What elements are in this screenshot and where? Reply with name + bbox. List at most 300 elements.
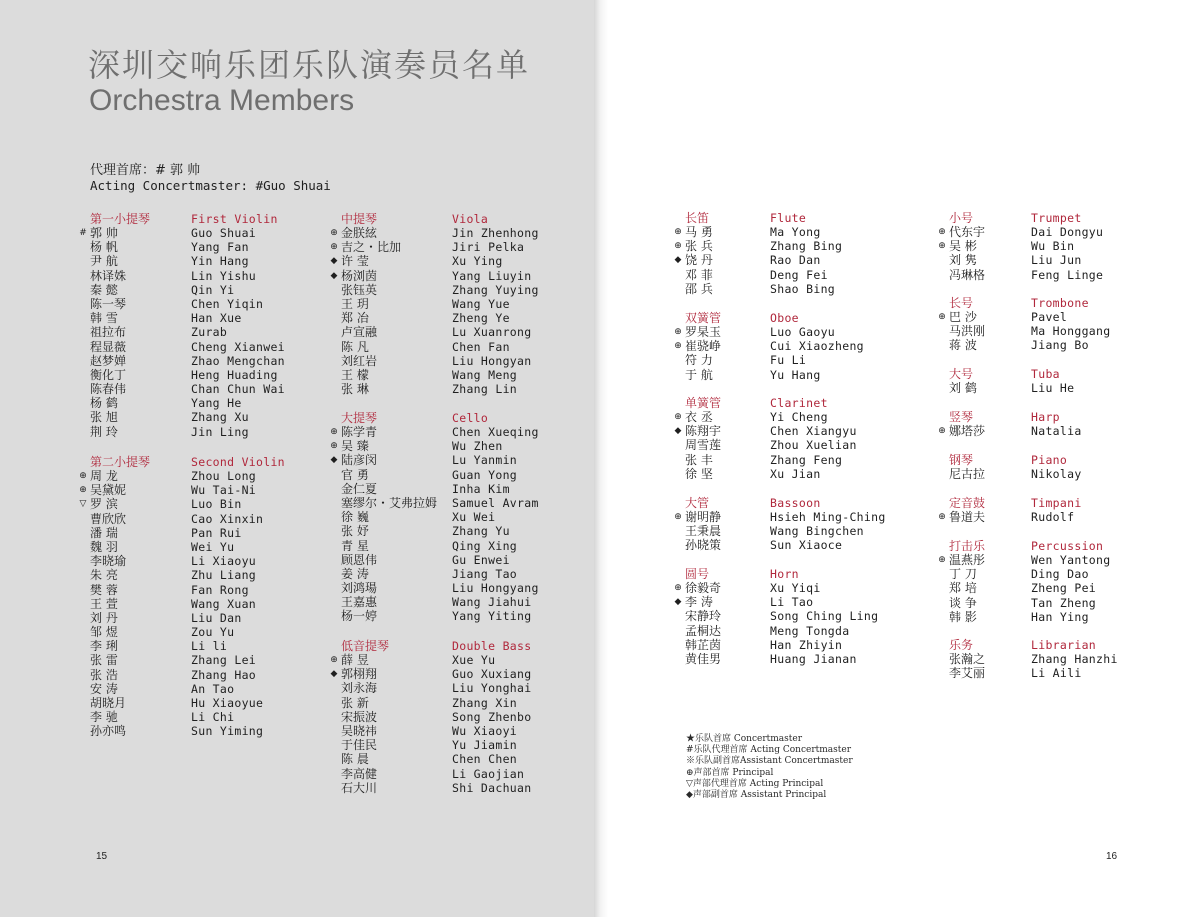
member-name-en: Wang Jiahui [452,595,532,610]
member-name-cn: 罗 滨 [90,497,118,512]
section-heading-cn: 定音鼓 [949,496,986,510]
member-name-en: Li Gaojian [452,766,525,781]
member-name-cn: 朱 亮 [90,568,118,583]
member-name-cn: 陈一琴 [90,296,127,311]
role-mark: ⊕ [938,241,946,252]
member-name-cn: 孙晓策 [685,538,722,553]
section-heading-en: Trumpet [1031,211,1082,225]
member-name-cn: 周 龙 [90,469,118,483]
member-name-en: Zhang Xu [191,410,249,425]
member-name-en: Feng Linge [1031,267,1104,282]
member-name-en: Wei Yu [191,539,235,554]
section-heading-en: Double Bass [452,639,532,653]
member-name-cn: 石大川 [341,780,378,795]
member-name-cn: 于佳民 [341,738,378,753]
member-name-en: Xu Yiqi [770,581,821,595]
member-name-cn: 刘永海 [341,681,378,696]
member-name-cn: 杨一婷 [341,609,378,624]
member-name-en: Lu Yanmin [452,453,518,468]
member-name-en: Zhou Long [191,469,257,483]
member-name-en: Li Tao [770,595,814,610]
section-heading-cn: 双簧管 [685,311,722,325]
member-name-cn: 祖拉布 [90,325,127,340]
member-name-en: Han Xue [191,311,242,326]
member-name-en: Tan Zheng [1031,595,1097,610]
member-name-cn: 陆彦闵 [341,453,378,468]
member-name-cn: 谢明静 [685,510,722,524]
member-name-cn: 孙亦鸣 [90,724,127,739]
book-spine [594,0,608,917]
role-mark: ⊕ [79,471,87,481]
member-name-en: Zhang Hanzhi [1031,652,1118,666]
member-name-cn: 安 涛 [90,681,118,696]
member-name-cn: 李晓瑜 [90,554,127,569]
role-mark: ⊕ [330,228,338,238]
member-name-en: Qing Xing [452,538,518,553]
role-mark: ⊕ [674,341,682,352]
section-heading-cn: 圆号 [685,567,710,581]
member-name-en: Lu Xuanrong [452,325,532,340]
member-name-en: Wang Yue [452,296,510,311]
member-name-en: Liu He [1031,381,1075,395]
role-mark: ⊕ [938,512,946,522]
member-name-cn: 刘 鹤 [949,381,977,395]
member-name-cn: 徐 坚 [685,466,713,481]
member-name-cn: 马 勇 [685,225,713,239]
member-name-en: Guo Xuxiang [452,667,532,682]
member-name-cn: 娜塔莎 [949,424,986,438]
member-name-en: Fu Li [770,353,807,368]
section-heading-cn: 大管 [685,496,710,510]
role-mark: ⊕ [674,512,682,522]
member-name-cn: 姜 涛 [341,566,369,581]
member-name-cn: 宋静玲 [685,609,722,624]
member-name-en: Shi Dachuan [452,780,532,795]
section-heading-en: Cello [452,411,489,425]
member-name-en: Wang Meng [452,367,518,382]
member-name-en: Yang Fan [191,240,249,255]
member-name-cn: 樊 蓉 [90,582,118,597]
legend-item: ★乐队首席 Concertmaster [686,734,803,744]
member-name-en: Yang Liuyin [452,268,532,283]
member-name-en: Yang Yiting [452,609,532,624]
member-name-en: Xu Wei [452,510,496,525]
member-name-cn: 张 新 [341,695,369,710]
member-name-cn: 薛 昱 [341,653,369,667]
member-name-cn: 李 涛 [685,595,713,610]
legend-item: ▽声部代理首席 Acting Principal [686,778,824,789]
member-name-cn: 陈 晨 [341,752,369,767]
member-name-en: Samuel Avram [452,495,539,510]
member-name-cn: 丁 刀 [949,567,977,582]
member-name-cn: 鲁道夫 [949,510,986,524]
page-title-cn: 深圳交响乐团乐队演奏员名单 [88,46,531,84]
section-heading-en: Harp [1031,410,1060,424]
role-mark: ⊕ [330,427,338,437]
member-name-cn: 秦 懿 [90,282,118,297]
member-name-cn: 衣 丞 [685,410,713,424]
member-name-en: Jiang Tao [452,566,518,581]
member-name-cn: 尼古拉 [949,467,986,481]
member-name-en: Zhang Feng [770,452,843,467]
member-name-en: Xue Yu [452,653,496,667]
role-mark: ⊕ [674,327,682,337]
member-name-en: Zou Yu [191,625,235,640]
member-name-cn: 尹 航 [90,254,118,269]
member-name-en: Zheng Pei [1031,581,1097,596]
section-heading-cn: 第一小提琴 [90,212,151,226]
member-name-en: Cao Xinxin [191,511,264,526]
role-mark: ⊕ [330,655,338,665]
member-name-en: Li Aili [1031,666,1082,681]
member-name-en: Zhang Lei [191,653,257,668]
member-name-cn: 胡晓月 [90,696,127,710]
section-heading-cn: 乐务 [949,638,974,652]
member-name-en: Heng Huading [191,367,278,382]
member-name-en: Ding Dao [1031,567,1089,582]
member-name-cn: 曹欣欣 [90,511,127,526]
member-name-en: Inha Kim [452,481,510,496]
member-name-en: Cui Xiaozheng [770,339,864,354]
member-name-cn: 吴 臻 [341,439,369,454]
member-name-en: Yin Hang [191,254,249,269]
member-name-en: Chen Xiangyu [770,424,857,439]
member-name-cn: 张 琳 [341,382,369,397]
section-heading-cn: 第二小提琴 [90,455,151,469]
role-mark: ⊕ [938,227,946,237]
member-name-en: Zhang Xin [452,695,518,710]
member-name-en: Liu Jun [1031,253,1082,268]
member-name-en: Yi Cheng [770,410,828,424]
member-name-cn: 韩芷茵 [685,637,722,652]
member-name-en: Dai Dongyu [1031,225,1104,239]
role-mark: # [79,228,87,238]
member-name-en: Deng Fei [770,267,828,282]
member-name-en: Shao Bing [770,281,836,296]
role-mark: ◆ [674,597,682,608]
member-name-cn: 郭栩翔 [341,667,378,682]
role-mark: ⊕ [79,485,87,496]
section-heading-en: Second Violin [191,455,285,469]
member-name-en: Guan Yong [452,467,518,482]
member-name-cn: 许 莹 [341,254,369,269]
member-name-cn: 赵梦婵 [90,353,127,368]
member-name-cn: 张 雷 [90,653,118,668]
member-name-en: Chan Chun Wai [191,382,285,397]
member-name-cn: 谈 争 [949,595,977,610]
section-heading-cn: 中提琴 [341,212,378,226]
member-name-cn: 于 航 [685,367,713,382]
section-heading-en: Clarinet [770,396,828,410]
section-heading-en: Piano [1031,453,1068,467]
member-name-cn: 陈春伟 [90,382,127,397]
member-name-cn: 郑 培 [949,581,977,596]
member-name-en: Zhang Yu [452,524,510,539]
member-name-cn: 王秉晨 [685,524,722,539]
section-heading-en: Viola [452,212,489,226]
member-name-en: Yang He [191,396,242,411]
member-name-en: Liu Hongyan [452,353,532,368]
section-heading-en: Tuba [1031,367,1060,381]
acting-concertmaster-en: Acting Concertmaster: #Guo Shuai [90,178,331,193]
section-heading-en: Oboe [770,311,799,325]
member-name-cn: 宋振波 [341,709,378,724]
member-name-en: Zhang Hao [191,667,257,682]
member-name-en: Rao Dan [770,253,821,268]
member-name-en: Ma Honggang [1031,324,1111,339]
member-name-cn: 李 琍 [90,639,118,654]
member-name-en: Zhu Liang [191,568,257,583]
member-name-cn: 李高健 [341,766,378,781]
member-name-cn: 潘 瑞 [90,525,118,540]
member-name-en: Li li [191,639,228,654]
member-name-en: Han Ying [1031,609,1089,624]
member-name-cn: 崔骁峥 [685,339,722,354]
member-name-en: Xu Jian [770,466,821,481]
member-name-en: Han Zhiyin [770,637,843,652]
member-name-cn: 张 丰 [685,452,713,467]
member-name-en: Li Chi [191,710,235,725]
legend-item: ◆声部副首席 Assistant Principal [686,790,827,801]
member-name-en: Jin Ling [191,424,249,439]
member-name-cn: 张钰英 [341,282,378,297]
member-name-en: Ma Yong [770,225,821,239]
member-name-cn: 金仁夏 [341,481,378,496]
member-name-en: Hu Xiaoyue [191,696,264,710]
member-name-en: Zhao Mengchan [191,353,285,368]
member-name-cn: 金朕絃 [341,226,378,240]
member-name-cn: 刘鸿瑒 [341,581,378,596]
member-name-cn: 张 旭 [90,410,118,425]
member-name-en: Nikolay [1031,467,1082,481]
member-name-en: Zhang Bing [770,239,843,254]
member-name-en: Natalia [1031,424,1082,438]
member-name-en: Qin Yi [191,282,235,297]
member-name-cn: 程显薇 [90,339,127,354]
section-heading-cn: 长号 [949,296,974,310]
member-name-cn: 杨 帆 [90,240,118,255]
page-number-right: 16 [1106,851,1118,862]
role-mark: ◆ [674,426,682,437]
member-name-en: Jiang Bo [1031,338,1089,353]
member-name-cn: 吴晓祎 [341,723,378,738]
member-name-en: Gu Enwei [452,552,510,567]
role-mark: ◆ [330,669,338,680]
role-mark: ⊕ [330,242,338,253]
member-name-cn: 巴 沙 [949,310,977,324]
member-name-cn: 符 力 [685,353,713,368]
member-name-en: Liu Dan [191,610,242,625]
member-name-en: Luo Bin [191,497,242,512]
acting-concertmaster [90,163,331,193]
member-name-cn: 郭 帅 [90,226,118,240]
member-name-en: Guo Shuai [191,226,257,240]
section-heading-cn: 低音提琴 [341,639,390,653]
section-heading-en: Timpani [1031,496,1082,510]
member-name-cn: 温燕彤 [949,553,986,567]
member-name-cn: 张 浩 [90,667,118,682]
member-name-en: Liu Yonghai [452,681,532,696]
legend-item: #乐队代理首席 Acting Concertmaster [686,745,852,756]
member-name-cn: 张 妤 [341,524,369,539]
member-name-cn: 吴黛妮 [90,483,127,498]
member-name-en: Chen Yiqin [191,296,264,311]
member-name-cn: 张瀚之 [949,652,986,666]
legend-item: ⊕声部首席 Principal [686,767,774,778]
section-heading-en: First Violin [191,212,278,226]
member-name-cn: 吴 彬 [949,239,977,254]
member-name-cn: 邹 煜 [90,625,118,640]
member-name-en: Zurab [191,325,228,340]
legend-item: ※乐队副首席Assistant Concertmaster [686,756,853,767]
member-name-en: Lin Yishu [191,268,257,283]
member-name-en: Zhou Xuelian [770,438,857,453]
section-heading-en: Percussion [1031,539,1104,553]
role-mark: ⊕ [938,555,946,565]
member-name-en: Meng Tongda [770,623,850,638]
section-heading-cn: 打击乐 [949,539,986,553]
member-name-en: Song Zhenbo [452,709,532,724]
section-heading-cn: 单簧管 [685,396,722,410]
member-name-en: Pavel [1031,310,1068,324]
member-name-cn: 卢宣融 [341,325,378,340]
member-name-en: Luo Gaoyu [770,325,836,339]
member-name-cn: 马洪刚 [949,324,986,339]
member-name-cn: 塞缪尔・艾弗拉姆 [341,495,438,510]
member-name-en: Yu Jiamin [452,738,518,753]
member-name-cn: 林译姝 [90,268,127,283]
member-name-cn: 郑 冶 [341,311,369,326]
section-heading-cn: 钢琴 [949,453,974,467]
role-mark: ◆ [674,255,682,266]
member-name-cn: 荆 玲 [90,424,118,439]
member-name-cn: 邓 菲 [685,267,713,282]
member-name-en: Zheng Ye [452,311,510,326]
member-name-en: Wu Zhen [452,439,503,454]
member-name-en: Sun Yiming [191,724,264,739]
role-mark: ◆ [330,455,338,466]
member-name-en: Jiri Pelka [452,240,525,255]
role-mark: ◆ [330,270,338,281]
member-name-cn: 韩 雪 [90,311,118,326]
member-name-en: Huang Jianan [770,651,857,666]
section-heading-cn: 小号 [949,211,974,225]
member-name-en: Song Ching Ling [770,609,879,624]
member-name-cn: 张 兵 [685,239,713,254]
member-name-cn: 蒋 波 [949,338,977,353]
member-name-en: Fan Rong [191,582,249,597]
member-name-cn: 官 勇 [341,467,369,482]
member-name-cn: 徐 巍 [341,510,369,525]
member-name-cn: 孟桐达 [685,623,722,638]
member-name-en: An Tao [191,681,235,696]
member-name-cn: 代东宇 [949,225,986,239]
section-heading-cn: 长笛 [685,211,710,225]
member-name-cn: 衡化丁 [90,367,127,382]
member-name-cn: 王 玥 [341,296,369,311]
member-name-en: Wen Yantong [1031,553,1111,567]
legend [686,734,853,801]
member-name-cn: 刘红岩 [341,353,378,368]
member-name-en: Zhang Lin [452,382,518,397]
member-name-cn: 周雪莲 [685,438,722,453]
section-heading-en: Bassoon [770,496,821,510]
member-name-cn: 杨 鹤 [90,396,118,411]
member-name-en: Chen Xueqing [452,425,539,439]
member-name-en: Hsieh Ming-Ching [770,510,886,524]
section-heading-cn: 竖琴 [949,410,974,424]
member-name-en: Jin Zhenhong [452,226,539,240]
section-heading-cn: 大号 [949,367,974,381]
role-mark: ⊕ [938,312,946,322]
member-name-cn: 陈学青 [341,425,378,439]
member-name-en: Sun Xiaoce [770,538,843,553]
member-name-cn: 陈翔宇 [685,424,722,439]
section-heading-cn: 大提琴 [341,411,378,425]
member-name-en: Cheng Xianwei [191,339,285,354]
member-name-cn: 顾恩伟 [341,552,378,567]
member-name-cn: 罗杲玉 [685,325,722,339]
member-name-cn: 李 驰 [90,710,118,725]
section-heading-en: Librarian [1031,638,1097,652]
role-mark: ⊕ [674,227,682,237]
section-heading-en: Trombone [1031,296,1089,310]
member-name-en: Chen Fan [452,339,510,354]
member-name-cn: 刘 隽 [949,253,977,268]
member-name-en: Wu Bin [1031,239,1075,254]
acting-concertmaster-cn: 代理首席：# 郭 帅 [90,163,201,178]
member-name-en: Li Xiaoyu [191,554,257,569]
page-title-en: Orchestra Members [89,84,355,117]
member-name-cn: 陈 凡 [341,339,369,354]
role-mark: ⊕ [674,241,682,252]
member-name-cn: 吉之・比加 [341,240,402,255]
member-name-en: Wang Xuan [191,596,257,611]
member-name-cn: 王嘉惠 [341,595,378,610]
member-name-cn: 李艾丽 [949,666,986,681]
page-number-left: 15 [96,851,108,862]
role-mark: ⊕ [674,412,682,422]
member-name-en: Wang Bingchen [770,524,864,539]
member-name-en: Wu Xiaoyi [452,723,518,738]
member-name-cn: 韩 影 [949,609,977,624]
role-mark: ◆ [330,256,338,267]
member-name-cn: 冯琳格 [949,267,986,282]
member-name-cn: 杨浏茵 [341,268,378,283]
member-name-cn: 青 星 [341,538,369,553]
member-name-cn: 刘 丹 [90,610,118,625]
member-name-en: Xu Ying [452,254,503,269]
member-name-cn: 徐毅奇 [685,581,722,595]
section-heading-en: Flute [770,211,807,225]
member-name-en: Zhang Yuying [452,282,539,297]
role-mark: ⊕ [330,441,338,452]
role-mark: ⊕ [674,583,682,593]
member-name-cn: 邵 兵 [685,281,713,296]
member-name-en: Liu Hongyang [452,581,539,596]
member-name-en: Yu Hang [770,367,821,382]
member-name-en: Pan Rui [191,525,242,540]
member-name-cn: 王 檬 [341,367,369,382]
role-mark: ▽ [79,499,87,510]
member-name-en: Chen Chen [452,752,518,767]
member-name-cn: 饶 丹 [685,253,713,268]
member-name-cn: 黄佳男 [685,651,722,666]
member-name-cn: 魏 羽 [90,539,118,554]
role-mark: ⊕ [938,426,946,436]
section-heading-en: Horn [770,567,799,581]
member-name-en: Wu Tai-Ni [191,483,257,498]
